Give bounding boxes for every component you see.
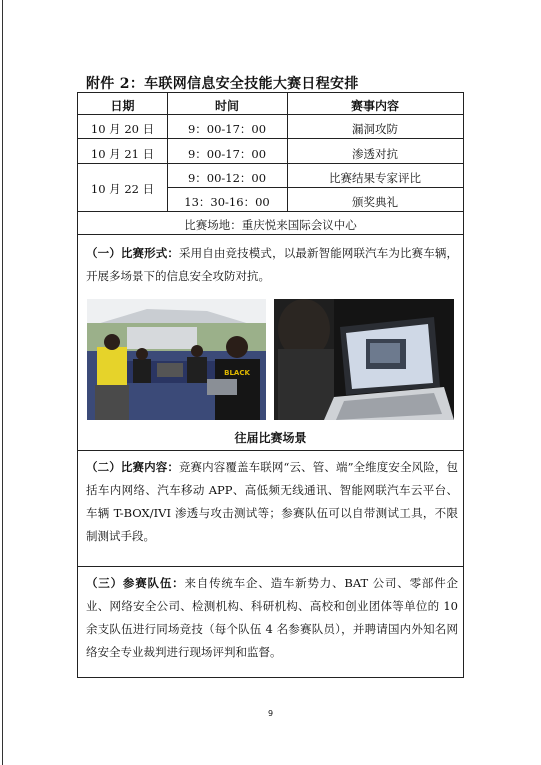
photo-competition-hall	[87, 299, 266, 420]
page-number: 9	[267, 709, 274, 718]
photo-caption: 往届比赛场景	[234, 431, 307, 445]
section-label: （二）比赛内容：	[86, 460, 179, 474]
photo-laptop-testing	[274, 299, 454, 420]
header-date: 日期	[110, 99, 135, 113]
row-content: 颁奖典礼	[352, 195, 398, 209]
page-heading: 附件 2：车联网信息安全技能大赛日程安排	[86, 76, 359, 92]
section-text: 采用自由竞技模式，以最新智能网联汽车为比赛车辆，开展多场景下的信息安全攻防对抗。	[86, 246, 458, 283]
table-rule	[78, 138, 463, 139]
section-rule	[78, 450, 463, 451]
section-label: （三）参赛队伍：	[86, 576, 185, 590]
row-content: 渗透对抗	[352, 147, 398, 161]
section-text: 来自传统车企、造车新势力、BAT 公司、零部件企业、网络安全公司、检测机构、科研机构、高校和创业团体等单位的 10 余支队伍进行同场竞技（每个队伍 4 名参赛队员），并聘请国内外知名网络安全专业裁判进行现场评判和监督。	[86, 576, 459, 659]
section-teams	[86, 572, 458, 664]
page-left-edge	[2, 0, 3, 765]
table-rule	[167, 187, 463, 188]
section-rule	[78, 566, 463, 567]
section-label: （一）比赛形式：	[86, 246, 180, 260]
row-time: 13：30-16：00	[184, 195, 270, 209]
section-format	[86, 242, 458, 288]
table-rule	[78, 163, 463, 164]
header-content: 赛事内容	[350, 99, 399, 113]
row-time: 9：00-17：00	[187, 147, 267, 161]
table-rule	[78, 211, 463, 212]
row-date: 10 月 21 日	[90, 147, 155, 161]
venue-text: 比赛场地：重庆悦来国际会议中心	[184, 218, 357, 232]
row-time: 9：00-12：00	[187, 171, 267, 185]
row-time: 9：00-17：00	[187, 122, 267, 136]
row-date: 10 月 20 日	[90, 122, 155, 136]
row-content: 漏洞攻防	[352, 122, 398, 136]
header-time: 时间	[214, 99, 239, 113]
row-date: 10 月 22 日	[90, 182, 155, 196]
table-rule	[78, 114, 463, 115]
row-content: 比赛结果专家评比	[329, 171, 421, 185]
section-content	[86, 456, 458, 548]
shirt-print-text: BLACK	[224, 369, 250, 377]
table-rule	[78, 234, 463, 235]
section-text: 竞赛内容覆盖车联网“云、管、端”全维度安全风险，包括车内网络、汽车移动 APP、高低频无线通讯、智能网联汽车云平台、车辆 T-BOX/IVI 渗透与攻击测试等；参赛队伍可以自带测试工具，不限制测试手段。	[86, 460, 458, 543]
